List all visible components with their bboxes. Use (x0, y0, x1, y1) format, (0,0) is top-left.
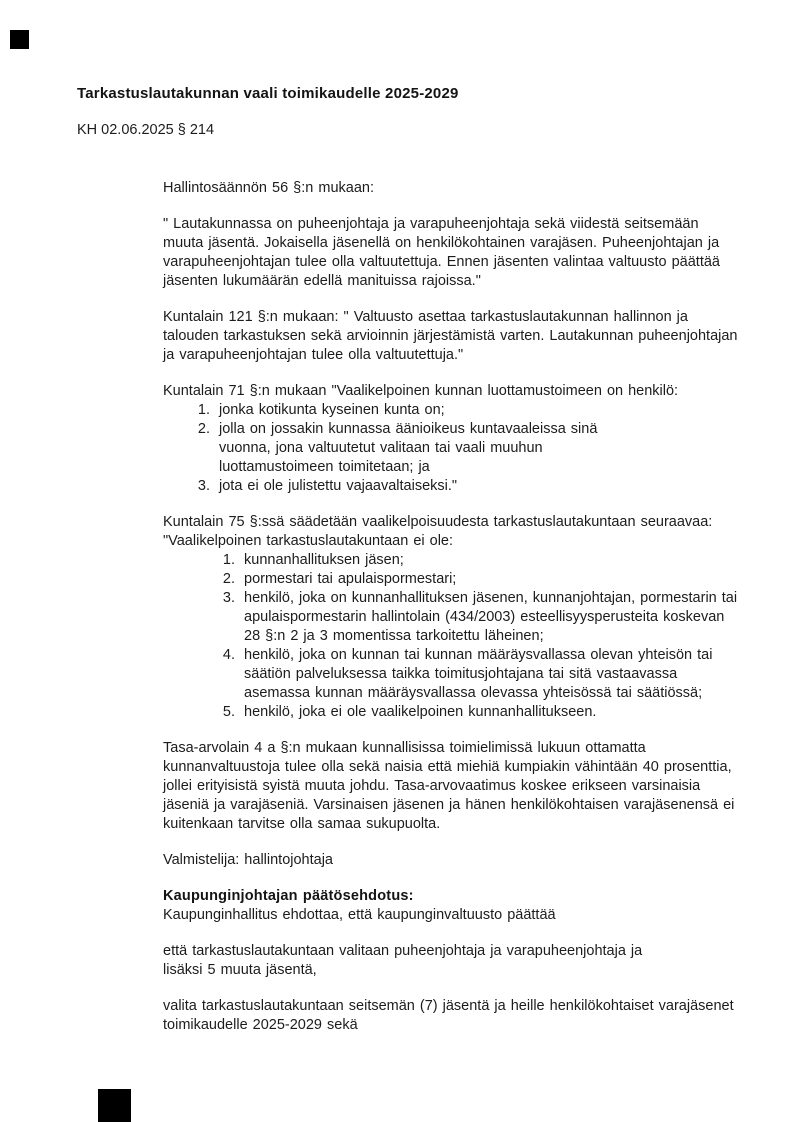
paragraph-tasa-arvo: Tasa-arvolain 4 a §:n mukaan kunnallisissa toimielimissä lukuun ottamatta kunnanvaltuustoja tulee olla sekä naisia että miehiä kumpiakin vähintään 40 prosenttia, jollei erityisistä syistä muuta johdu. Tasa-arvovaatimus koskee erikseen varsinaisia jäseniä ja varajäseniä. Varsinaisen jäsenen ja hänen henkilökohtaisen varajäsenensä ei kuitenkaan tarvitse olla samaa sukupuolta. (163, 740, 735, 832)
heading-paatosehdotus: Kaupunginjohtajan päätösehdotus: (163, 888, 414, 904)
list-item: 4. henkilö, joka on kunnan tai kunnan määräysvallassa olevan yhteisön tai säätiön palveluksessa taikka toimitusjohtajana tai sitä vastaavassa asemassa kunnan määräysvallassa olevassa yhteisössä tai säätiössä; (240, 646, 741, 703)
document-title: Tarkastuslautakunnan vaali toimikaudelle 2025-2029 (77, 85, 459, 102)
list-item: 5. henkilö, joka ei ole vaalikelpoinen kunnanhallitukseen. (240, 703, 741, 722)
paragraph-kuntalaki-71-intro: Kuntalain 71 §:n mukaan "Vaalikelpoinen kunnan luottamustoimeen on henkilö: (163, 383, 679, 399)
paragraph-kuntalaki-75-intro: Kuntalain 75 §:ssä säädetään vaalikelpoisuudesta tarkastuslautakuntaan seuraavaa: "Vaalikelpoinen tarkastuslautakuntaan ei ole: (163, 514, 713, 549)
list-item: 2. pormestari tai apulaispormestari; (240, 570, 741, 589)
list-item: 1. kunnanhallituksen jäsen; (240, 551, 741, 570)
list-kuntalaki-71 (163, 401, 741, 496)
paragraph-kuntalaki-121: Kuntalain 121 §:n mukaan: " Valtuusto asettaa tarkastuslautakunnan hallinnon ja talouden tarkastuksen sekä arvioinnin järjestämistä varten. Lautakunnan puheenjohtajan ja varapuheenjohtajan tulee olla valtuutettuja." (163, 309, 738, 363)
document-reference: KH 02.06.2025 § 214 (77, 122, 215, 138)
document-body (163, 179, 741, 1035)
paragraph-ehdotus-intro: Kaupunginhallitus ehdottaa, että kaupunginvaltuusto päättää (163, 907, 556, 923)
list-item: 3. jota ei ole julistettu vajaavaltaiseksi." (215, 477, 741, 496)
list-item: 1. jonka kotikunta kyseinen kunta on; (215, 401, 741, 420)
paragraph-valmistelija: Valmistelija: hallintojohtaja (163, 852, 333, 868)
list-kuntalaki-75 (163, 551, 741, 722)
scan-artifact-bottom (98, 1089, 131, 1122)
paragraph-ehdotus-2: valita tarkastuslautakuntaan seitsemän (7) jäsentä ja heille henkilökohtaiset varajäsenet toimikaudelle 2025-2029 sekä (163, 998, 734, 1033)
paragraph-hallintosaanto: Hallintosäännön 56 §:n mukaan: (163, 180, 374, 196)
list-item: 2. jolla on jossakin kunnassa äänioikeus kuntavaaleissa sinä vuonna, jona valtuutetut valitaan tai vaali muuhun luottamustoimeen toimitetaan; ja (215, 420, 615, 477)
paragraph-quote-56: " Lautakunnassa on puheenjohtaja ja varapuheenjohtaja sekä viidestä seitsemään muuta jäsentä. Jokaisella jäsenellä on henkilökohtainen varajäsen. Puheenjohtajan ja varapuheenjohtajan tulee olla valtuutettuja. Ennen jäsenten valintaa valtuusto päättää jäsenten lukumäärän edellä manituissa rajoissa." (163, 216, 720, 289)
list-item: 3. henkilö, joka on kunnanhallituksen jäsenen, kunnanjohtajan, pormestarin tai apulaispormestarin hallintolain (434/2003) esteellisyysperusteita koskevan 28 §:n 2 ja 3 momentissa tarkoitettu läheinen; (240, 589, 741, 646)
paragraph-ehdotus-1: että tarkastuslautakuntaan valitaan puheenjohtaja ja varapuheenjohtaja ja lisäksi 5 muuta jäsentä, (163, 943, 643, 978)
